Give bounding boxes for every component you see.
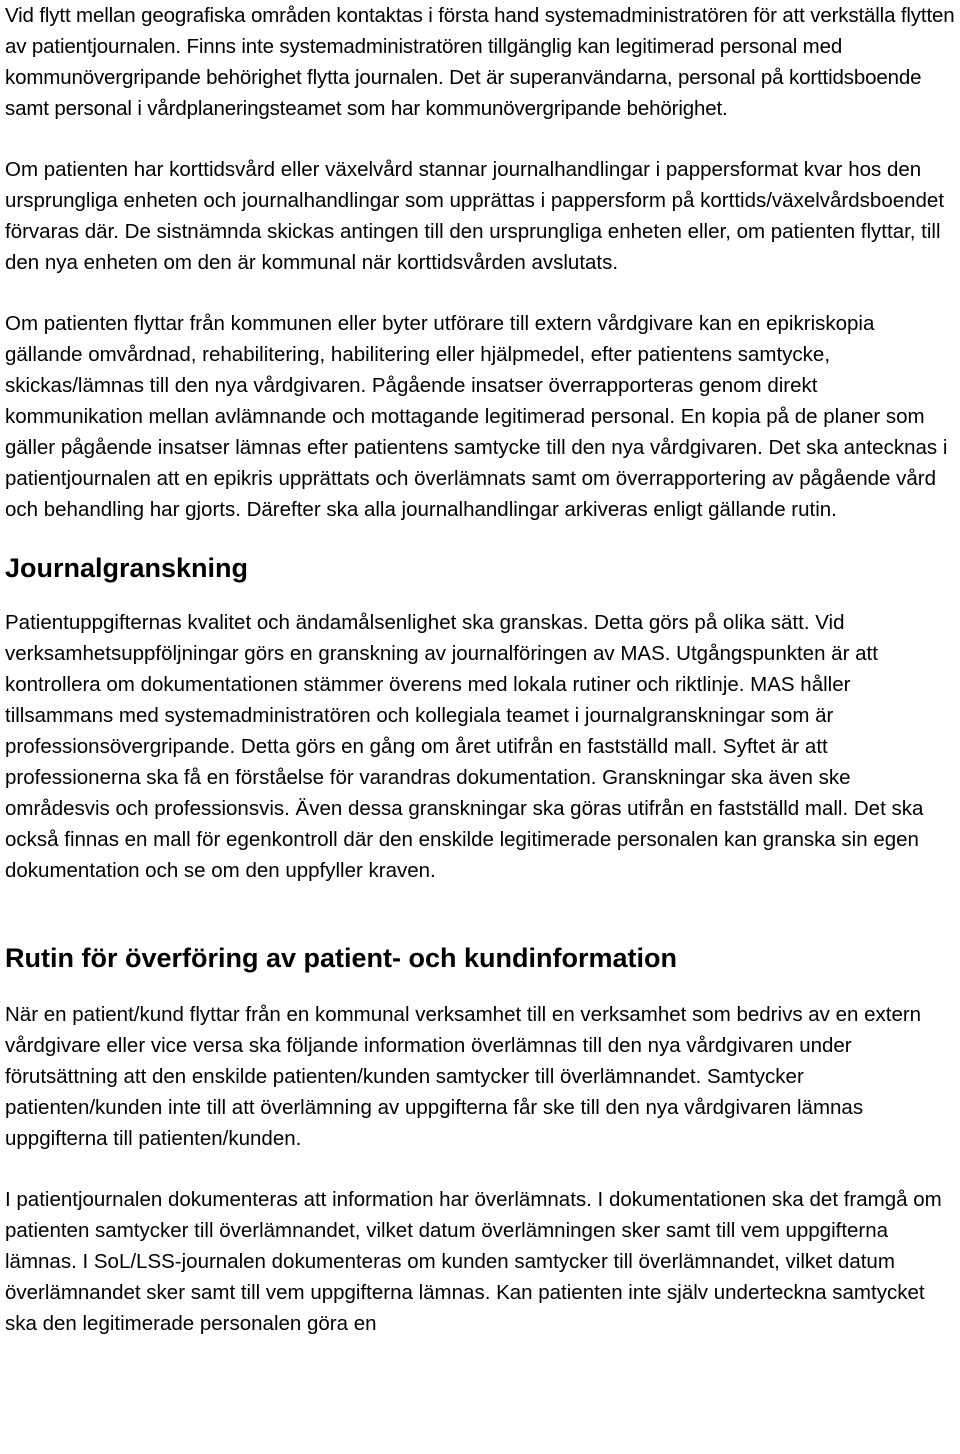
paragraph-journal-documentation: I patientjournalen dokumenteras att information har överlämnats. I dokumentationen ska det framgå om patienten samtycker till överlämnandet, vilket datum överlämningen sker samt till vem uppgifterna lämnas. I SoL/LSS-journalen dokumenteras om kunden samtycker till överlämnandet, vilket datum överlämnandet sker samt till vem uppgifterna lämnas. Kan patienten inte själv underteckna samtycket ska den legitimerade personalen göra en bbox=[5, 1188, 942, 1335]
paragraph-spacer bbox=[5, 1154, 955, 1184]
document-page bbox=[5, 0, 955, 1339]
paragraph-geographic-move: Vid flytt mellan geografiska områden kontaktas i första hand systemadministratören för att verkställa flytten av patientjournalen. Finns inte systemadministratören tillgänglig kan legitimerad personal med kommunövergripande behörighet flytta journalen. Det är superanvändarna, personal på korttidsboende samt personal i vårdplaneringsteamet som har kommunövergripande behörighet. bbox=[5, 4, 955, 120]
paragraph-transfer-consent: När en patient/kund flyttar från en kommunal verksamhet till en verksamhet som bedrivs av en extern vårdgivare eller vice versa ska följande information överlämnas till den nya vårdgivaren under förutsättning att den enskilde patienten/kunden samtycker till överlämnandet. Samtycker patienten/kunden inte till att överlämning av uppgifterna får ske till den nya vårdgivaren lämnas uppgifterna till patienten/kunden. bbox=[5, 1003, 922, 1150]
section-heading-information-transfer: Rutin för överföring av patient- och kundinformation bbox=[5, 943, 677, 973]
paragraph-journal-review: Patientuppgifternas kvalitet och ändamålsenlighet ska granskas. Detta görs på olika sätt. Vid verksamhetsuppföljningar görs en granskning av journalföringen av MAS. Utgångspunkten är att kontrollera om dokumentationen stämmer överens med lokala rutiner och riktlinje. MAS håller tillsammans med systemadministratören och kollegiala teamet i journalgranskningar som är professionsövergripande. Detta görs en gång om året utifrån en fastställd mall. Syftet är att professionerna ska få en förståelse för varandras dokumentation. Granskningar ska även ske områdesvis och professionsvis. Även dessa granskningar ska göras utifrån en fastställd mall. Det ska också finnas en mall för egenkontroll där den enskilde legitimerade personalen kan granska sin egen dokumentation och se om den uppfyller kraven. bbox=[5, 611, 924, 882]
paragraph-spacer bbox=[5, 525, 955, 551]
paragraph-short-term-care: Om patienten har korttidsvård eller växelvård stannar journalhandlingar i pappersformat kvar hos den ursprungliga enheten och journalhandlingar som upprättas i pappersform på korttids/växelvårdsboendet förvaras där. De sistnämnda skickas antingen till den ursprungliga enheten eller, om patienten flyttar, till den nya enheten om den är kommunal när korttidsvården avslutats. bbox=[5, 158, 945, 274]
paragraph-spacer bbox=[5, 585, 955, 607]
section-heading-journal-review: Journalgranskning bbox=[5, 553, 249, 583]
paragraph-spacer bbox=[5, 124, 955, 154]
paragraph-spacer bbox=[5, 886, 955, 941]
paragraph-external-care-provider: Om patienten flyttar från kommunen eller byter utförare till extern vårdgivare kan en epikriskopia gällande omvårdnad, rehabilitering, habilitering eller hjälpmedel, efter patientens samtycke, skickas/lämnas till den nya vårdgivaren. Pågående insatser överrapporteras genom direkt kommunikation mellan avlämnande och mottagande legitimerad personal. En kopia på de planer som gäller pågående insatser lämnas efter patientens samtycke till den nya vårdgivaren. Det ska antecknas i patientjournalen att en epikris upprättats och överlämnats samt om överrapportering av pågående vård och behandling har gjorts. Därefter ska alla journalhandlingar arkiveras enligt gällande rutin. bbox=[5, 312, 948, 521]
paragraph-spacer bbox=[5, 278, 955, 308]
paragraph-spacer bbox=[5, 975, 955, 999]
